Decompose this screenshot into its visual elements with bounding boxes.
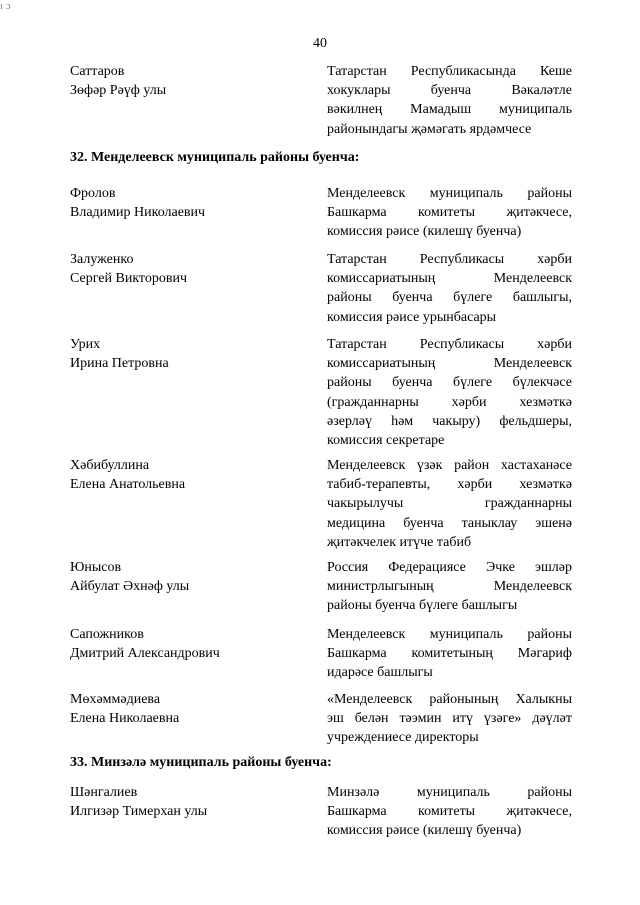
given-name: Владимир Николаевич [70, 205, 206, 221]
person-name [70, 184, 310, 222]
role-line: министрлыгының Менделеевск [327, 579, 572, 595]
person-name [70, 62, 310, 100]
given-name: Сергей Викторович [70, 271, 188, 287]
position-description [327, 558, 572, 616]
surname: Сапожников [70, 627, 144, 642]
person-name [70, 783, 310, 821]
role-line: Менделеевск муниципаль районы [327, 627, 572, 642]
role-line: районы буенча бүлеге башлыгы [327, 598, 518, 614]
person-name [70, 625, 310, 663]
given-name: Илгизәр Тимерхан улы [70, 804, 208, 820]
surname: Мөхәммәдиева [70, 692, 161, 707]
role-line: Башкарма комитеты җитәкчесе, [327, 804, 572, 820]
surname: Фролов [70, 186, 116, 201]
position-description [327, 690, 572, 748]
person-name [70, 456, 310, 494]
given-name: Айбулат Әхнәф улы [70, 579, 190, 595]
role-line: районы буенча бүлеге бүлекчәсе [327, 375, 572, 391]
role-line: Менделеевск үзәк район хастаханәсе [327, 458, 572, 473]
section-heading-33: 33. Минзәлә муниципаль районы буенча: [70, 755, 332, 770]
role-line: учреждениесе директоры [327, 730, 479, 746]
surname: Саттаров [70, 64, 125, 79]
role-line: комиссия секретаре [327, 433, 445, 449]
role-line: (гражданнарны хәрби хезмәткә [327, 394, 572, 410]
person-name [70, 558, 310, 596]
role-line: комиссия рәисе урынбасары [327, 309, 497, 325]
role-line: районы буенча бүлеге башлыгы, [327, 290, 572, 306]
surname: Залуженко [70, 252, 134, 267]
given-name: Зөфәр Рәүф улы [70, 83, 167, 99]
position-description [327, 625, 572, 683]
role-line: комиссариатының Менделеевск [327, 271, 572, 287]
given-name: Дмитрий Александрович [70, 646, 220, 662]
given-name: Ирина Петровна [70, 356, 169, 372]
role-line: эш белән тәэмин итү үзәге» дәүләт [327, 711, 572, 727]
role-line: комиссия рәисе (килешү буенча) [327, 224, 522, 240]
position-description [327, 62, 572, 139]
position-description [327, 456, 572, 552]
page-number: 40 [313, 36, 327, 51]
role-line: Россия Федерациясе Эчке эшләр [327, 560, 572, 575]
person-name [70, 690, 310, 728]
given-name: Елена Анатольевна [70, 477, 186, 493]
role-line: Татарстан Республикасы хәрби [327, 252, 572, 267]
role-line: вәкилнең Мамадыш муниципаль [327, 102, 572, 118]
surname: Шәнгалиев [70, 785, 138, 800]
role-line: җитәкчелек итүче табиб [327, 534, 472, 550]
position-description [327, 783, 572, 841]
position-description [327, 250, 572, 327]
position-description [327, 335, 572, 450]
role-line: Башкарма комитетының Мәгариф [327, 646, 572, 662]
role-line: Татарстан Республикасы хәрби [327, 337, 572, 352]
person-name [70, 335, 310, 373]
role-line: табиб-терапевты, хәрби хезмәткә [327, 477, 572, 493]
position-description [327, 184, 572, 242]
role-line: идарәсе башлыгы [327, 665, 433, 681]
role-line: медицина буенча таныклау эшенә [327, 515, 572, 531]
role-line: Татарстан Республикасында Кеше [327, 64, 572, 79]
role-line: әзерләү һәм чакыру) фельдшеры, [327, 413, 572, 429]
role-line: хокуклары буенча Вәкаләтле [327, 83, 572, 99]
role-line: районындагы җәмәгать ярдәмчесе [327, 121, 532, 137]
role-line: Башкарма комитеты җитәкчесе, [327, 205, 572, 221]
role-line: «Менделеевск районының Халыкны [327, 692, 572, 707]
section-heading-32: 32. Менделеевск муниципаль районы буенча: [70, 150, 360, 165]
role-line: комиссариатының Менделеевск [327, 356, 572, 372]
person-name [70, 250, 310, 288]
surname: Урих [70, 337, 101, 352]
surname: Хәбибуллина [70, 458, 150, 473]
given-name: Елена Николаевна [70, 711, 180, 727]
surname: Юнысов [70, 560, 122, 575]
role-line: комиссия рәисе (килешү буенча) [327, 823, 522, 839]
role-line: чакырылучы гражданнарны [327, 496, 572, 512]
role-line: Менделеевск муниципаль районы [327, 186, 572, 201]
role-line: Минзәлә муниципаль районы [327, 785, 572, 800]
scan-corner-mark: ı ɔ [0, 0, 11, 12]
